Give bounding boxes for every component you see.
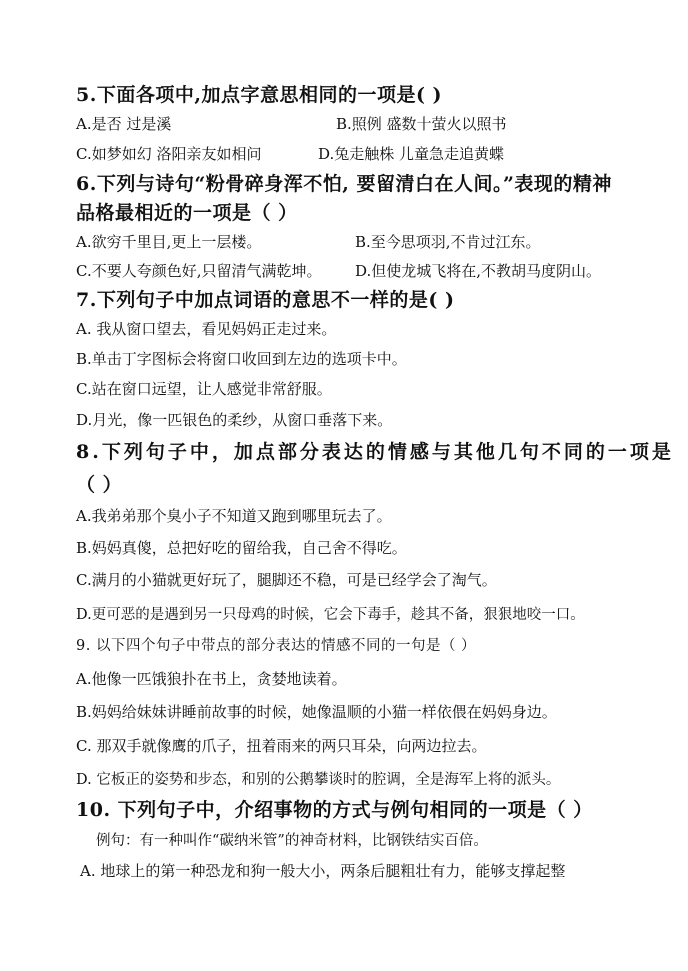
question-10-example: 例句：有一种叫作“碳纳米管”的神奇材料，比钢铁结实百倍。 [96, 833, 488, 849]
question-9-option-d: D. 它板正的姿势和步态，和别的公鹅攀谈时的腔调，全是海军上将的派头。 [76, 772, 561, 788]
question-5-option-d: D.兔走触株 儿童急走追黄蝶 [318, 145, 505, 163]
question-5-option-c: C.如梦如幻 洛阳亲友如相问 [76, 145, 262, 163]
question-10-option-a: A. 地球上的第一种恐龙和狗一般大小，两条后腿粗壮有力，能够支撑起整 [80, 862, 566, 880]
question-5-option-b: B.照例 盛数十萤火以照书 [336, 115, 507, 133]
question-5-option-a: A.是否 过是溪 [76, 115, 172, 133]
question-9-option-b: B.妈妈给妹妹讲睡前故事的时候，她像温顺的小猫一样依偎在妈妈身边。 [76, 703, 557, 721]
question-8-option-a: A.我弟弟那个臭小子不知道又跑到哪里玩去了。 [76, 507, 392, 525]
question-6-option-a: A.欲穷千里目,更上一层楼。 [76, 233, 262, 251]
question-7-option-a: A. 我从窗口望去，看见妈妈正走过来。 [76, 320, 337, 338]
question-6-option-c: C.不要人夸颜色好,只留清气满乾坤。 [76, 262, 322, 280]
question-7-option-d: D.月光，像一匹银色的柔纱，从窗口垂落下来。 [76, 411, 393, 429]
question-8-stem-line-2: （ ） [76, 474, 123, 496]
question-9-option-a: A.他像一匹饿狼扑在书上，贪婪地读着。 [76, 670, 347, 688]
question-10-stem: 10. 下列句子中，介绍事物的方式与例句相同的一项是（ ） [76, 799, 593, 821]
question-7-option-c: C.站在窗口远望，让人感觉非常舒服。 [76, 380, 332, 398]
question-8-stem-line-1: 8.下列句子中，加点部分表达的情感与其他几句不同的一项是 [76, 441, 674, 463]
question-5-stem: 5.下面各项中,加点字意思相同的一项是( ) [76, 84, 443, 106]
question-7-stem: 7.下列句子中加点词语的意思不一样的是( ) [76, 289, 455, 311]
question-8-option-d: D.更可恶的是遇到另一只母鸡的时候，它会下毒手，趁其不备，狠狠地咬一口。 [76, 607, 585, 623]
question-8-option-c: C.满月的小猫就更好玩了，腿脚还不稳，可是已经学会了淘气。 [76, 571, 497, 589]
question-6-stem-line-2: 品格最相近的一项是（ ） [76, 202, 298, 224]
question-6-stem-line-1: 6.下列与诗句“粉骨碎身浑不怕, 要留清白在人间。”表现的精神 [76, 173, 612, 195]
question-6-option-b: B.至今思项羽,不肯过江东。 [355, 233, 541, 251]
question-7-option-b: B.单击丁字图标会将窗口收回到左边的选项卡中。 [76, 350, 407, 368]
question-9-stem: 9. 以下四个句子中带点的部分表达的情感不同的一句是（ ） [76, 638, 477, 654]
question-8-option-b: B.妈妈真傻，总把好吃的留给我，自己舍不得吃。 [76, 539, 407, 557]
question-9-option-c: C. 那双手就像鹰的爪子，扭着雨来的两只耳朵，向两边拉去。 [76, 737, 487, 755]
question-6-option-d: D.但使龙城飞将在,不教胡马度阴山。 [355, 262, 602, 280]
